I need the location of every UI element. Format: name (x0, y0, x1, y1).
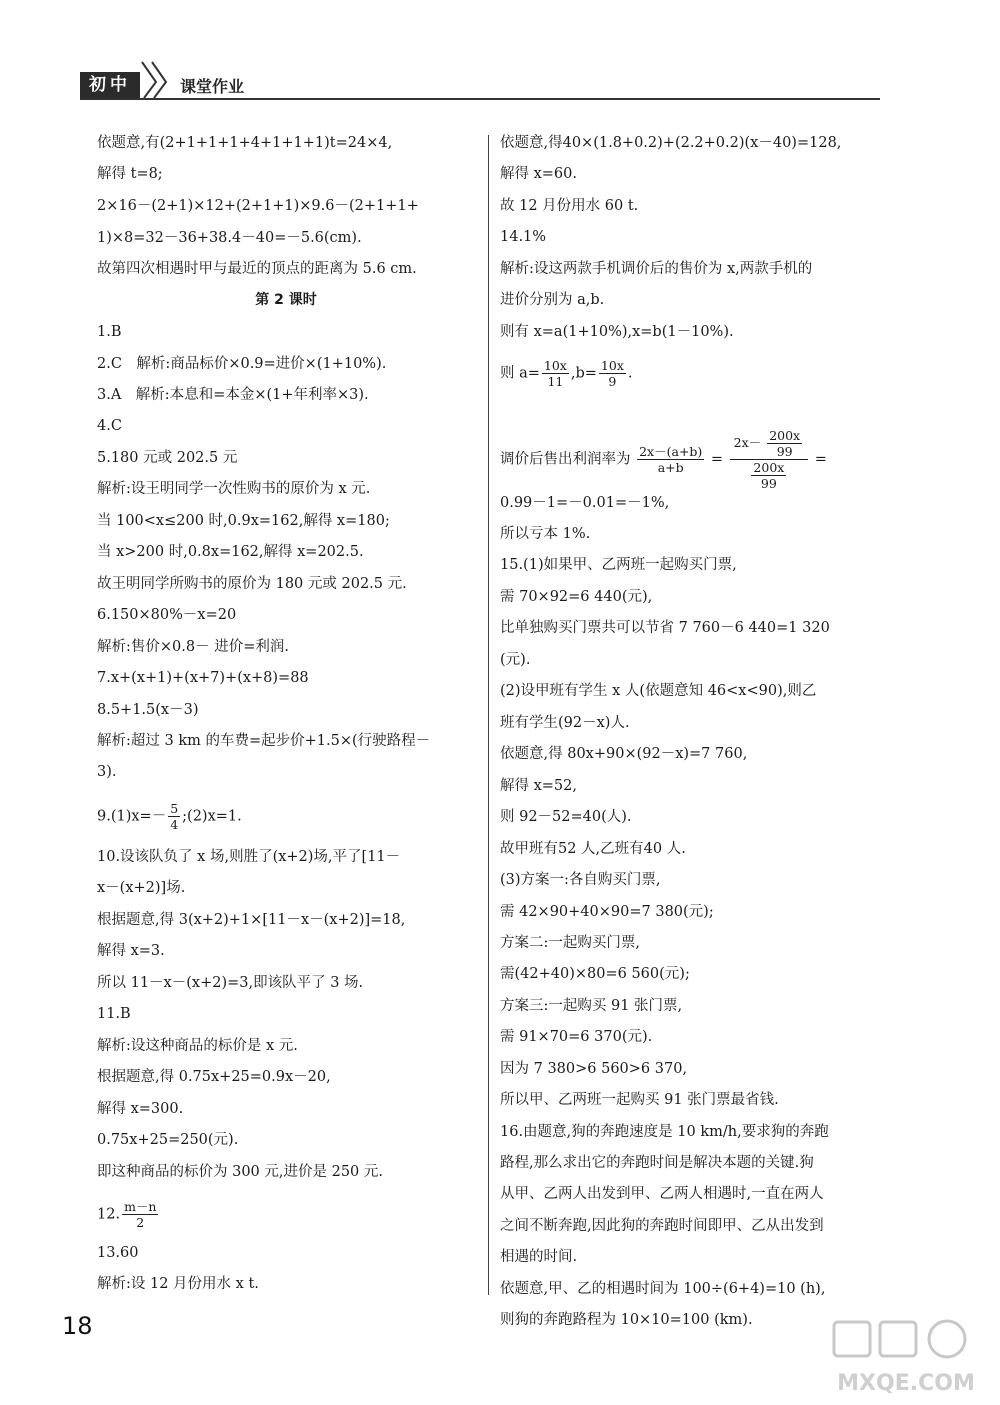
header-title: 课堂作业 (180, 77, 245, 96)
text-line: 从甲、乙两人出发到甲、乙两人相遇时,一直在两人 (500, 1186, 824, 1202)
text-line: 所以甲、乙两班一起购买 91 张门票最省钱. (500, 1092, 779, 1108)
answer-line: 4.C (97, 418, 122, 434)
text-line: 当 100<x≤200 时,0.9x=162,解得 x=180; (97, 513, 390, 529)
formula-line (500, 428, 827, 491)
formula-text: . (627, 365, 633, 382)
formula-text: = (814, 451, 827, 468)
column-divider (488, 135, 489, 1295)
answer-line (97, 1199, 160, 1230)
text-line: 0.75x+25=250(元). (97, 1132, 239, 1148)
page-number: 18 (62, 1312, 93, 1340)
answer-line (97, 801, 242, 832)
q9-text: 9.(1)x=－ (97, 808, 167, 825)
text-line: 解析:超过 3 km 的车费=起步价+1.5×(行驶路程－ (97, 733, 431, 749)
text-line: 方案三:一起购买 91 张门票, (500, 998, 683, 1014)
text-line: 则 92－52=40(人). (500, 809, 632, 825)
text-line: 则狗的奔跑路程为 10×10=100 (km). (500, 1312, 753, 1328)
answer-line: 14.1% (500, 229, 547, 245)
text-line: 之间不断奔跑,因此狗的奔跑时间即甲、乙从出发到 (500, 1218, 824, 1234)
text-line: 根据题意,得 3(x+2)+1×[11－x－(x+2)]=18, (97, 912, 406, 928)
section-title: 第 2 课时 (255, 292, 317, 308)
text-line: 解得 t=8; (97, 166, 163, 182)
formula-line (500, 358, 633, 389)
text-line: 根据题意,得 0.75x+25=0.9x－20, (97, 1069, 331, 1085)
page-header (80, 58, 880, 100)
answer-line: 5.180 元或 202.5 元 (97, 450, 238, 466)
header-tag: 初中 (80, 72, 140, 98)
text-line: 所以 11－x－(x+2)=3,即该队平了 3 场. (97, 975, 364, 991)
text-line: 2×16－(2+1)×12+(2+1+1)×9.6－(2+1+1+ (97, 198, 419, 214)
text-line: 进价分别为 a,b. (500, 292, 605, 308)
answer-line: 15.(1)如果甲、乙两班一起购买门票, (500, 557, 737, 573)
text-line: 需 91×70=6 370(元). (500, 1029, 653, 1045)
formula-text: 则 a= (500, 365, 540, 382)
text-line: 解析:设这两款手机调价后的售价为 x,两款手机的 (500, 261, 813, 277)
header-rule (80, 98, 880, 100)
answer-line: 6.150×80%－x=20 (97, 607, 237, 623)
text-line: 0.99－1=－0.01=－1%, (500, 495, 670, 511)
text-line: 方案二:一起购买门票, (500, 935, 640, 951)
text-line: x－(x+2)]场. (97, 880, 186, 896)
text-line: 解得 x=60. (500, 166, 577, 182)
answer-line: 11.B (97, 1006, 131, 1022)
fraction-complex: 2x－ $\frac{200x}{99}$ $\frac{200x}{99}$ (730, 428, 808, 491)
text-line: 解得 x=3. (97, 943, 165, 959)
text-line: (2)设甲班有学生 x 人(依题意知 46<x<90),则乙 (500, 683, 817, 699)
formula-text: 调价后售出利润率为 (500, 451, 631, 468)
text-line: 班有学生(92－x)人. (500, 715, 630, 731)
formula-text: = (710, 451, 724, 468)
answer-line: 10.设该队负了 x 场,则胜了(x+2)场,平了[11－ (97, 849, 401, 865)
text-line: 解得 x=52, (500, 778, 577, 794)
formula-text: ,b= (570, 365, 597, 382)
text-line: 故甲班有52 人,乙班有40 人. (500, 841, 686, 857)
text-line: (3)方案一:各自购买门票, (500, 872, 661, 888)
text-line: 故王明同学所购书的原价为 180 元或 202.5 元. (97, 576, 407, 592)
answer-line: 13.60 (97, 1245, 139, 1261)
fraction-profit: $\frac{2x-(a+b)}{a+b}$ (639, 444, 703, 475)
fraction-a: $\frac{10x}{11}$ (543, 358, 567, 389)
text-line: 3). (97, 764, 117, 780)
text-line: 解析:设王明同学一次性购书的原价为 x 元. (97, 481, 371, 497)
q12-text: 12. (97, 1206, 121, 1223)
text-line: 1)×8=32－36+38.4－40=－5.6(cm). (97, 230, 362, 246)
watermark-logo (822, 1318, 992, 1400)
watermark-text: MXQE.COM (837, 1371, 975, 1396)
answer-line: 2.C 解析:商品标价×0.9=进价×(1+10%). (97, 356, 387, 372)
text-line: 需 70×92=6 440(元), (500, 589, 653, 605)
answer-line: 3.A 解析:本息和=本金×(1+年利率×3). (97, 387, 369, 403)
q9-tail: ;(2)x=1. (182, 808, 242, 825)
text-line: 需 42×90+40×90=7 380(元); (500, 904, 714, 920)
answer-line: 16.由题意,狗的奔跑速度是 10 km/h,要求狗的奔跑 (500, 1124, 829, 1140)
text-line: 依题意,得40×(1.8+0.2)+(2.2+0.2)(x－40)=128, (500, 135, 842, 151)
text-line: 需(42+40)×80=6 560(元); (500, 966, 690, 982)
text-line: 解析:售价×0.8－ 进价=利润. (97, 639, 289, 655)
text-line: (元). (500, 652, 531, 668)
text-line: 所以亏本 1%. (500, 526, 591, 542)
text-line: 解析:设这种商品的标价是 x 元. (97, 1038, 298, 1054)
text-line: 故 12 月份用水 60 t. (500, 198, 639, 214)
text-line: 依题意,有(2+1+1+1+4+1+1+1)t=24×4, (97, 135, 393, 151)
text-line: 依题意,甲、乙的相遇时间为 100÷(6+4)=10 (h), (500, 1281, 826, 1297)
answer-line: 7.x+(x+1)+(x+7)+(x+8)=88 (97, 670, 309, 686)
text-line: 即这种商品的标价为 300 元,进价是 250 元. (97, 1164, 384, 1180)
q9-fraction: $\frac{5}{4}$ (170, 801, 179, 832)
text-line: 故第四次相遇时甲与最近的顶点的距离为 5.6 cm. (97, 261, 417, 277)
double-chevron-icon (138, 58, 178, 100)
text-line: 解析:设 12 月份用水 x t. (97, 1276, 259, 1292)
answer-line: 1.B (97, 324, 122, 340)
text-line: 相遇的时间. (500, 1249, 578, 1265)
answer-line: 8.5+1.5(x－3) (97, 702, 199, 718)
text-line: 比单独购买门票共可以节省 7 760－6 440=1 320 (500, 620, 830, 636)
text-line: 解得 x=300. (97, 1101, 184, 1117)
text-line: 当 x>200 时,0.8x=162,解得 x=202.5. (97, 544, 364, 560)
q12-fraction: $\frac{m-n}{2}$ (124, 1199, 157, 1230)
text-line: 因为 7 380>6 560>6 370, (500, 1061, 688, 1077)
fraction-b: $\frac{10x}{9}$ (600, 358, 624, 389)
text-line: 路程,那么求出它的奔跑时间是解决本题的关键.狗 (500, 1155, 814, 1171)
text-line: 依题意,得 80x+90×(92－x)=7 760, (500, 746, 748, 762)
text-line: 则有 x=a(1+10%),x=b(1－10%). (500, 324, 734, 340)
